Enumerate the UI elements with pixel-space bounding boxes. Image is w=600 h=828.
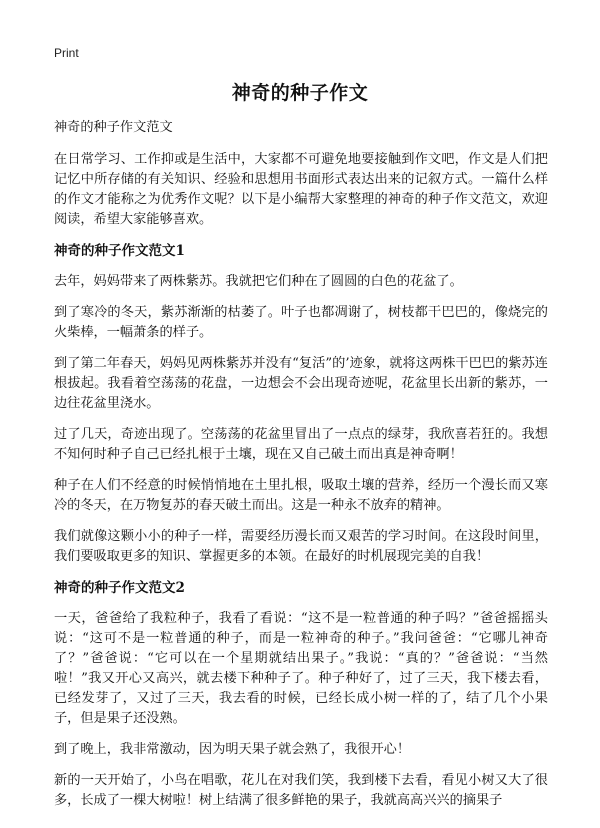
section-1-paragraph: 我们就像这颗小小的种子一样，需要经历漫长而又艰苦的学习时间。在这段时间里，我们要吸取更多的知识、掌握更多的本领。在最好的时机展现完美的自我！ [54,529,548,564]
section-2-paragraph: 新的一天开始了，小鸟在唱歌，花儿在对我们笑，我到楼下去看，看见小树又大了很多，长成了一棵大树啦！树上结满了很多鲜艳的果子，我就高高兴兴的摘果子 [54,773,548,808]
section-2-paragraph: 一天，爸爸给了我粒种子，我看了看说：“这不是一粒普通的种子吗？”爸爸摇摇头说：“这可不是一粒普通的种子，而是一粒神奇的种子。”我问爸爸：“它哪儿神奇了？”爸爸说：“它可以在一个星期就结出果子。”我说：“真的？”爸爸说：“当然啦！”我又开心又高兴，就去楼下种种子了。种子种好了，过了三天，我下楼去看，已经发芽了，又过了三天，我去看的时候，已经长成小树一样的了，结了几个小果子，但是果子还没熟。 [54,611,548,726]
intro-paragraph: 在日常学习、工作抑或是生活中，大家都不可避免地要接触到作文吧，作文是人们把记忆中所存储的有关知识、经验和思想用书面形式表达出来的记叙方式。一篇什么样的作文才能称之为优秀作文呢？以下是小编帮大家整理的神奇的种子作文范文，欢迎阅读，希望大家能够喜欢。 [54,152,548,227]
section-2-heading: 神奇的种子作文范文2 [54,580,185,596]
section-1-paragraph: 种子在人们不经意的时候悄悄地在土里扎根，吸取土壤的营养，经历一个漫长而又寒冷的冬天，在万物复苏的春天破土而出。这是一种永不放弃的精神。 [54,478,548,513]
section-2-paragraph: 到了晚上，我非常激动，因为明天果子就会熟了，我很开心！ [54,742,411,757]
section-1-paragraph: 到了寒冷的冬天，紫苏渐渐的枯萎了。叶子也都凋谢了，树枝都干巴巴的，像烧完的火柴棒，一幅萧条的样子。 [54,305,548,340]
article-body [54,118,548,822]
section-1-paragraph: 过了几天，奇迹出现了。空荡荡的花盆里冒出了一点点的绿芽，我欣喜若狂的。我想不知何时种子自己已经扎根于土壤，现在又自己破土而出真是神奇啊！ [54,427,548,462]
article-subtitle: 神奇的种子作文范文 [54,120,173,135]
page-title: 神奇的种子作文 [231,82,369,104]
section-1-paragraph: 去年，妈妈带来了两株紫苏。我就把它们种在了圆圆的白色的花盆了。 [54,274,463,289]
section-1-paragraph: 到了第二年春天，妈妈见两株紫苏并没有“复活”的’迹象，就将这两株干巴巴的紫苏连根拔起。我看着空荡荡的花盘，一边想会不会出现奇迹呢，花盆里长出新的紫苏，一边往花盆里浇水。 [54,356,548,411]
section-1-heading: 神奇的种子作文范文1 [54,243,185,259]
print-label: Print [54,46,79,60]
